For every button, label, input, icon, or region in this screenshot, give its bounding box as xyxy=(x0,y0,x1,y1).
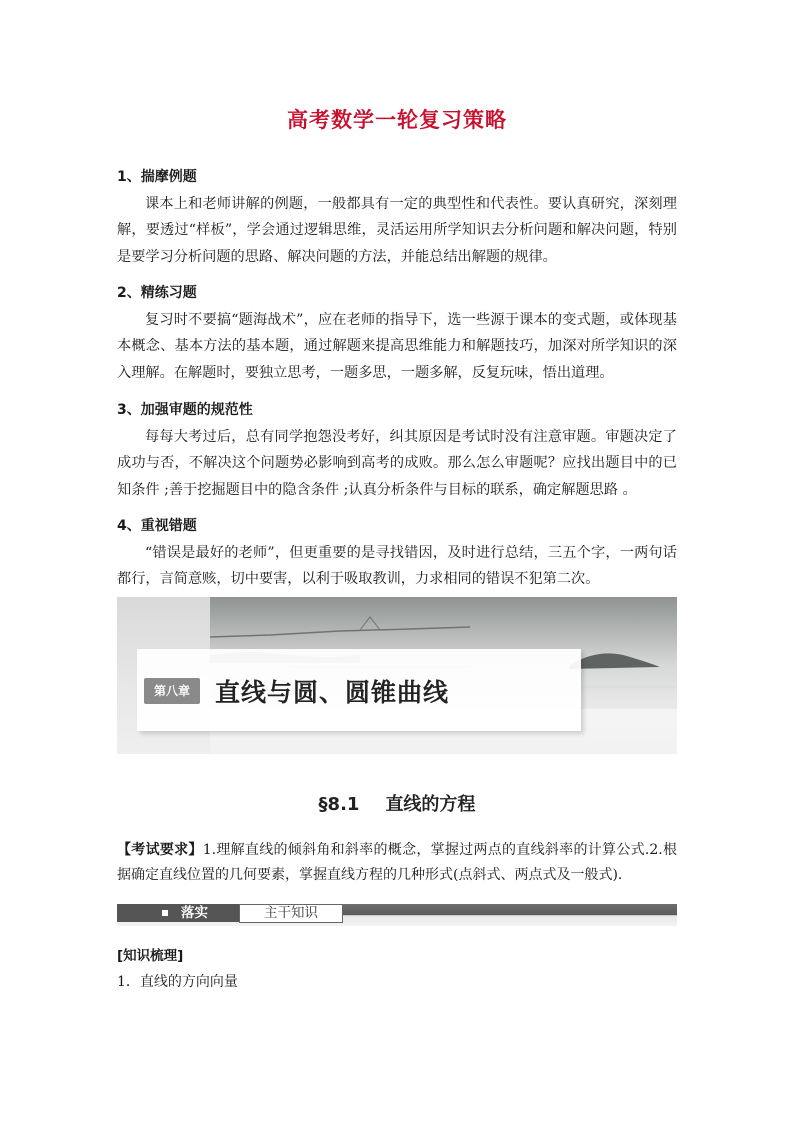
section-name: 直线的方程 xyxy=(385,794,476,815)
knowledge-item: 1．直线的方向向量 xyxy=(117,974,238,990)
exam-requirements-tag: 【考试要求】 xyxy=(117,842,203,858)
exam-requirements xyxy=(117,838,677,888)
chapter-badge: 第八章 xyxy=(144,678,200,704)
exam-requirements-text: 1.理解直线的倾斜角和斜率的概念，掌握过两点的直线斜率的计算公式.2.根据确定直线位置的几何要素，掌握直线方程的几种形式(点斜式、两点式及一般式). xyxy=(117,842,678,883)
chapter-banner xyxy=(117,597,677,754)
section-heading: 1、揣摩例题 xyxy=(117,169,197,185)
bar-light-label: 主干知识 xyxy=(239,904,343,923)
section-heading: 3、加强审题的规范性 xyxy=(117,402,253,418)
section-number: §8.1 xyxy=(318,794,360,815)
strategy-section-2 xyxy=(117,280,677,386)
section-title xyxy=(0,790,794,816)
section-paragraph: “错误是最好的老师”，但更重要的是寻找错因，及时进行总结，三五个字，一两句话都行，言简意赅，切中要害，以利于吸取教训，力求相同的错误不犯第二次。 xyxy=(117,544,677,587)
section-paragraph: 课本上和老师讲解的例题，一般都具有一定的典型性和代表性。要认真研究，深刻理解，要透过“样板”，学会通过逻辑思维，灵活运用所学知识去分析问题和解决问题，特别是要学习分析问题的思路、解决问题的方法，并能总结出解题的规律。 xyxy=(117,195,677,265)
knowledge-heading: [知识梳理] xyxy=(117,948,184,964)
bar-dark-segment xyxy=(117,904,239,922)
page-title: 高考数学一轮复习策略 xyxy=(287,108,507,132)
section-paragraph: 复习时不要搞“题海战术”，应在老师的指导下，选一些源于课本的变式题，或体现基本概念、基本方法的基本题，通过解题来提高思维能力和解题技巧，加深对所学知识的深入理解。在解题时，要独立思考，一题多思，一题多解，反复玩味，悟出道理。 xyxy=(117,311,677,381)
chapter-title: 直线与圆、圆锥曲线 xyxy=(215,678,450,707)
section-heading: 2、精练习题 xyxy=(117,285,197,301)
square-bullet-icon xyxy=(162,910,168,916)
section-paragraph: 每每大考过后，总有同学抱怨没考好，纠其原因是考试时没有注意审题。审题决定了成功与否，不解决这个问题势必影响到高考的成败。那么怎么审题呢？应找出题目中的已知条件 ;善于挖掘题目中的隐含条件 ;认真分析条件与目标的联系，确定解题思路 。 xyxy=(117,428,677,498)
strategy-section-4 xyxy=(117,513,677,593)
section-heading: 4、重视错题 xyxy=(117,518,197,534)
strategy-section-1 xyxy=(117,164,677,270)
knowledge-bar xyxy=(117,904,677,926)
strategy-section-3 xyxy=(117,397,677,503)
bar-dark-label: 落实 xyxy=(181,905,208,921)
